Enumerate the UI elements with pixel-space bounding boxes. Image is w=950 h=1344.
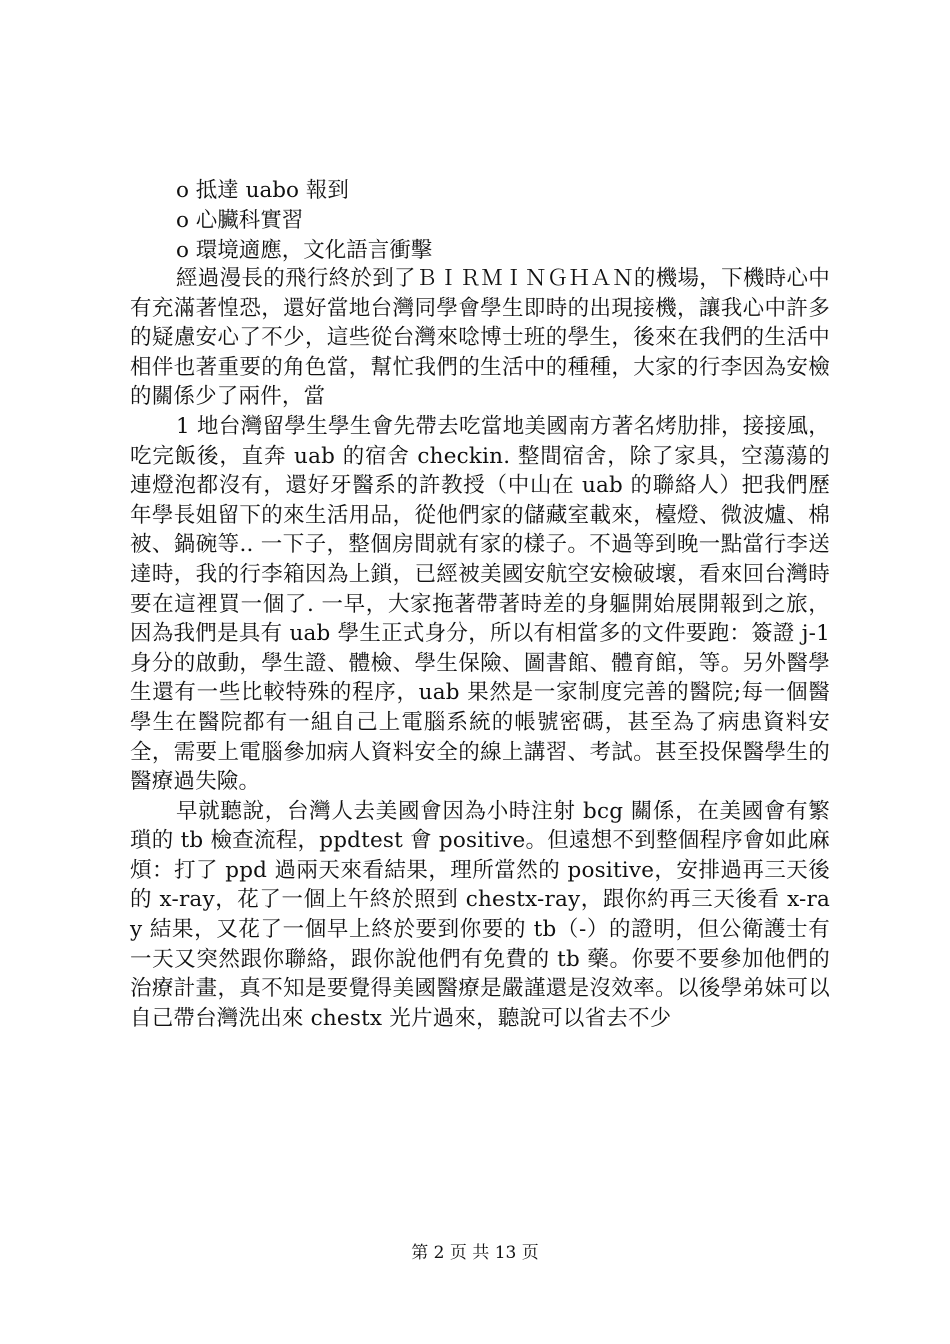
paragraph-tb-check: 早就聽說，台灣人去美國會因為小時注射 bcg 關係，在美國會有繁瑣的 tb 檢查流程，ppdtest 會 positive。但遠想不到整個程序會如此麻煩：打了 ppd 過兩天來看結果，理所當然的 positive，安排過再三天後的 x-ray，花了一個上午終於照到 chestx-ray，跟你約再三天後看 x-ray 結果，又花了一個早上終於要到你要的 tb（-）的證明，但公衛護士有一天又突然跟你聯絡，跟你說他們有免費的 tb 藥。你要不要參加他們的治療計畫，真不知是要覺得美國醫療是嚴謹還是沒效率。以後學弟妹可以自己帶台灣洗出來 chestx 光片過來，聽說可以省去不少 bbox=[130, 798, 830, 1031]
paragraph-arrival: 經過漫長的飛行終於到了ＢＩＲＭＩＮＧＨＡＮ的機場，下機時心中有充滿著惶恐，還好當地台灣同學會學生即時的出現接機，讓我心中許多的疑慮安心了不少，這些從台灣來唸博士班的學生，後來在我們的生活中相伴也著重要的角色當，幫忙我們的生活中的種種，大家的行李因為安檢的關係少了兩件，當 bbox=[130, 266, 830, 410]
paragraph-dormitory: 1 地台灣留學生學生會先帶去吃當地美國南方著名烤肋排，接接風，吃完飯後，直奔 uab 的宿舍 checkin. 整間宿舍，除了家具，空蕩蕩的連燈泡都沒有，還好牙醫系的許教授（中山在 uab 的聯絡人）把我們歷年學長姐留下的來生活用品，從他們家的儲藏室載來，檯燈、微波爐、棉被、鍋碗等.. 一下子，整個房間就有家的樣子。不過等到晚一點當行李送達時，我的行李箱因為上鎖，已經被美國安航空安檢破壞，看來回台灣時要在這裡買一個了. 一早，大家拖著帶著時差的身軀開始展開報到之旅，因為我們是具有 uab 學生正式身分，所以有相當多的文件要跑：簽證 j-1 身分的啟動，學生證、體檢、學生保險、圖書館、體育館，等。另外醫學生還有一些比較特殊的程序，uab 果然是一家制度完善的醫院;每一個醫學生在醫院都有一組自己上電腦系統的帳號密碼，甚至為了病患資料安全，需要上電腦參加病人資料安全的線上講習、考試。甚至投保醫學生的醫療過失險。 bbox=[130, 413, 830, 795]
bullet-list bbox=[176, 176, 856, 266]
bullet-item: o 環境適應，文化語言衝擊 bbox=[176, 238, 433, 263]
body-text bbox=[130, 264, 830, 1033]
bullet-item: o 心臟科實習 bbox=[176, 208, 304, 233]
page-footer: 第 2 页 共 13 页 bbox=[411, 1243, 539, 1263]
bullet-item: o 抵達 uabo 報到 bbox=[176, 178, 349, 203]
